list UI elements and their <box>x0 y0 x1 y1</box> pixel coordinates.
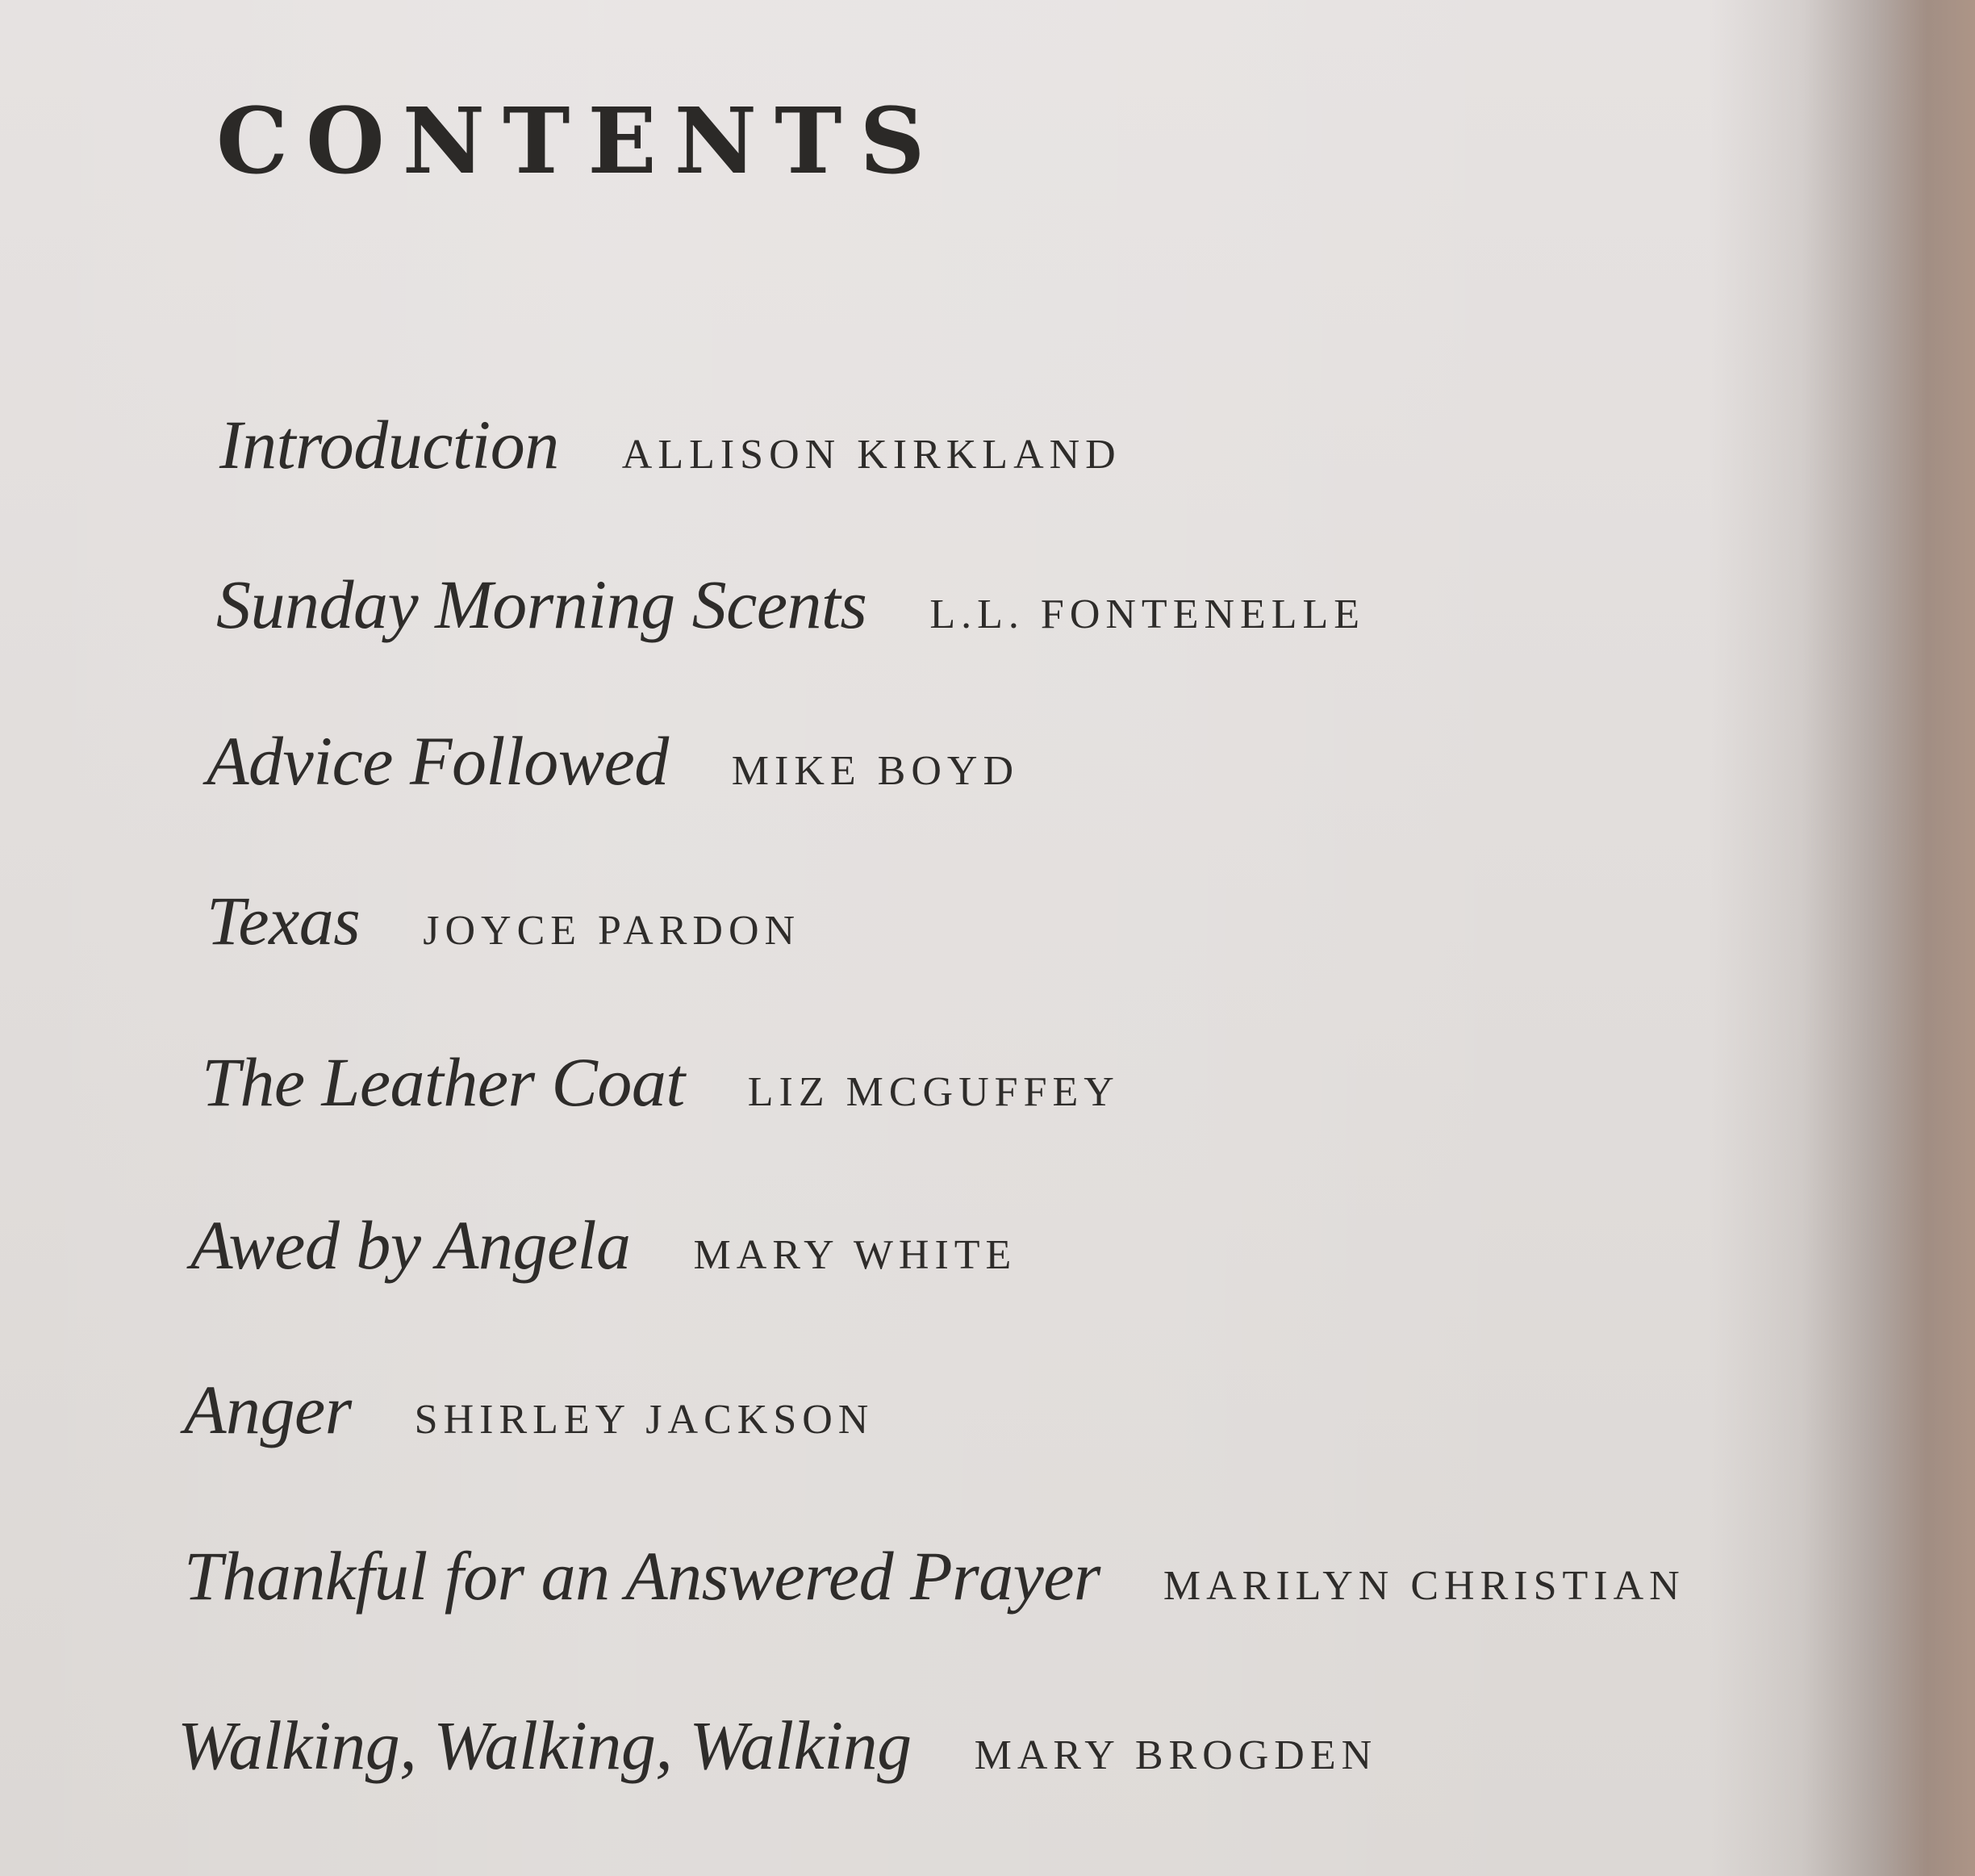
toc-entry-author: ALLISON KIRKLAND <box>621 432 1121 478</box>
toc-entry <box>184 1371 875 1448</box>
toc-entry-title: Thankful for an Answered Prayer <box>184 1537 1100 1615</box>
toc-entry <box>207 882 801 959</box>
toc-entry-title: Awed by Angela <box>190 1206 631 1284</box>
toc-entry <box>219 406 1121 483</box>
toc-entry <box>177 1707 1378 1784</box>
toc-entry-title: The Leather Coat <box>202 1043 685 1121</box>
toc-entry-author: MARY BROGDEN <box>974 1732 1378 1778</box>
toc-entry <box>184 1537 1685 1615</box>
toc-entry-author: L.L. FONTENELLE <box>929 591 1366 637</box>
toc-entry-author: JOYCE PARDON <box>423 908 801 954</box>
toc-entry-title: Walking, Walking, Walking <box>177 1707 912 1784</box>
toc-entry-author: MARY WHITE <box>693 1232 1017 1278</box>
toc-entry <box>216 566 1366 643</box>
toc-entry-author: MIKE BOYD <box>731 748 1020 794</box>
contents-heading: CONTENTS <box>216 89 943 194</box>
toc-entry-title: Anger <box>184 1371 352 1448</box>
toc-entry-title: Introduction <box>219 406 559 483</box>
toc-entry <box>207 722 1020 800</box>
toc-entry-title: Texas <box>207 882 361 959</box>
toc-entry-title: Advice Followed <box>207 722 669 800</box>
toc-entry-author: LIZ MCGUFFEY <box>747 1069 1120 1115</box>
spine-shadow <box>1709 0 1975 1876</box>
toc-entry <box>202 1043 1120 1121</box>
toc-entry-author: MARILYN CHRISTIAN <box>1163 1563 1685 1609</box>
toc-entry <box>190 1206 1017 1284</box>
toc-entry-title: Sunday Morning Scents <box>216 566 867 643</box>
toc-entry-author: SHIRLEY JACKSON <box>414 1397 875 1443</box>
